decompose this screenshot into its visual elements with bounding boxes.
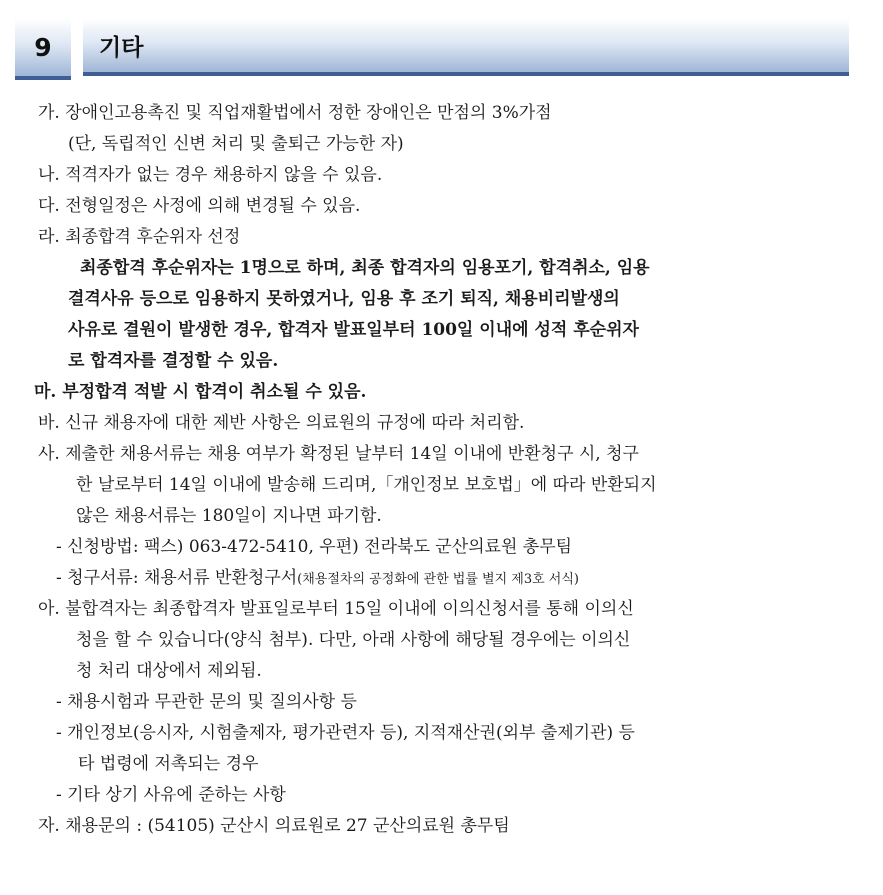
item-ra: 라. 최종합격 후순위자 선정 (38, 227, 241, 247)
item-a-line-3: 청 처리 대상에서 제외됨. (76, 661, 262, 681)
item-da: 다. 전형일정은 사정에 의해 변경될 수 있음. (38, 196, 361, 216)
item-a-exclusion-3: - 기타 상기 사유에 준하는 사항 (56, 785, 286, 805)
item-sa-documents-note: (채용절차의 공정화에 관한 법률 별지 제3호 서식) (297, 572, 579, 587)
item-sa-method: - 신청방법: 팩스) 063-472-5410, 우편) 전라북도 군산의료원 총무팀 (56, 537, 573, 557)
item-na: 나. 적격자가 없는 경우 채용하지 않을 수 있음. (38, 165, 383, 185)
item-ra-detail-2: 결격사유 등으로 임용하지 못하였거나, 임용 후 조기 퇴직, 채용비리발생의 (68, 289, 620, 309)
item-ga-note: (단, 독립적인 신변 처리 및 출퇴근 가능한 자) (68, 134, 404, 154)
item-ma: 마. 부정합격 적발 시 합격이 취소될 수 있음. (34, 382, 367, 402)
section-header (15, 18, 849, 80)
item-sa-documents (38, 563, 868, 594)
section-title: 기타 (83, 18, 849, 76)
item-ga: 가. 장애인고용촉진 및 직업재활법에서 정한 장애인은 만점의 3%가점 (38, 103, 552, 123)
item-sa-documents-label: - 청구서류: 채용서류 반환청구서 (56, 568, 298, 588)
item-ra-detail-3: 사유로 결원이 발생한 경우, 합격자 발표일부터 100일 이내에 성적 후순위자 (68, 320, 639, 340)
item-sa-line-2: 한 날로부터 14일 이내에 발송해 드리며,「개인정보 보호법」에 따라 반환되지 (76, 475, 657, 495)
section-number: 9 (15, 18, 71, 80)
item-ra-detail-1: 최종합격 후순위자는 1명으로 하며, 최종 합격자의 임용포기, 합격취소, 임용 (80, 258, 650, 278)
item-ra-detail-4: 로 합격자를 결정할 수 있음. (68, 351, 279, 371)
item-sa-line-3: 않은 채용서류는 180일이 지나면 파기함. (76, 506, 382, 526)
document-body (34, 98, 868, 842)
item-a: 아. 불합격자는 최종합격자 발표일로부터 15일 이내에 이의신청서를 통해 이의신 (38, 599, 634, 619)
item-a-line-2: 청을 할 수 있습니다(양식 첨부). 다만, 아래 사항에 해당될 경우에는 이의신 (76, 630, 631, 650)
item-a-exclusion-2: - 개인정보(응시자, 시험출제자, 평가관련자 등), 지적재산권(외부 출제기관) 등 (56, 723, 635, 743)
item-a-exclusion-2-cont: 타 법령에 저촉되는 경우 (78, 754, 259, 774)
item-ja: 자. 채용문의 : (54105) 군산시 의료원로 27 군산의료원 총무팀 (38, 816, 510, 836)
item-sa: 사. 제출한 채용서류는 채용 여부가 확정된 날부터 14일 이내에 반환청구 시, 청구 (38, 444, 639, 464)
item-a-exclusion-1: - 채용시험과 무관한 문의 및 질의사항 등 (56, 692, 357, 712)
item-ba: 바. 신규 채용자에 대한 제반 사항은 의료원의 규정에 따라 처리함. (38, 413, 525, 433)
